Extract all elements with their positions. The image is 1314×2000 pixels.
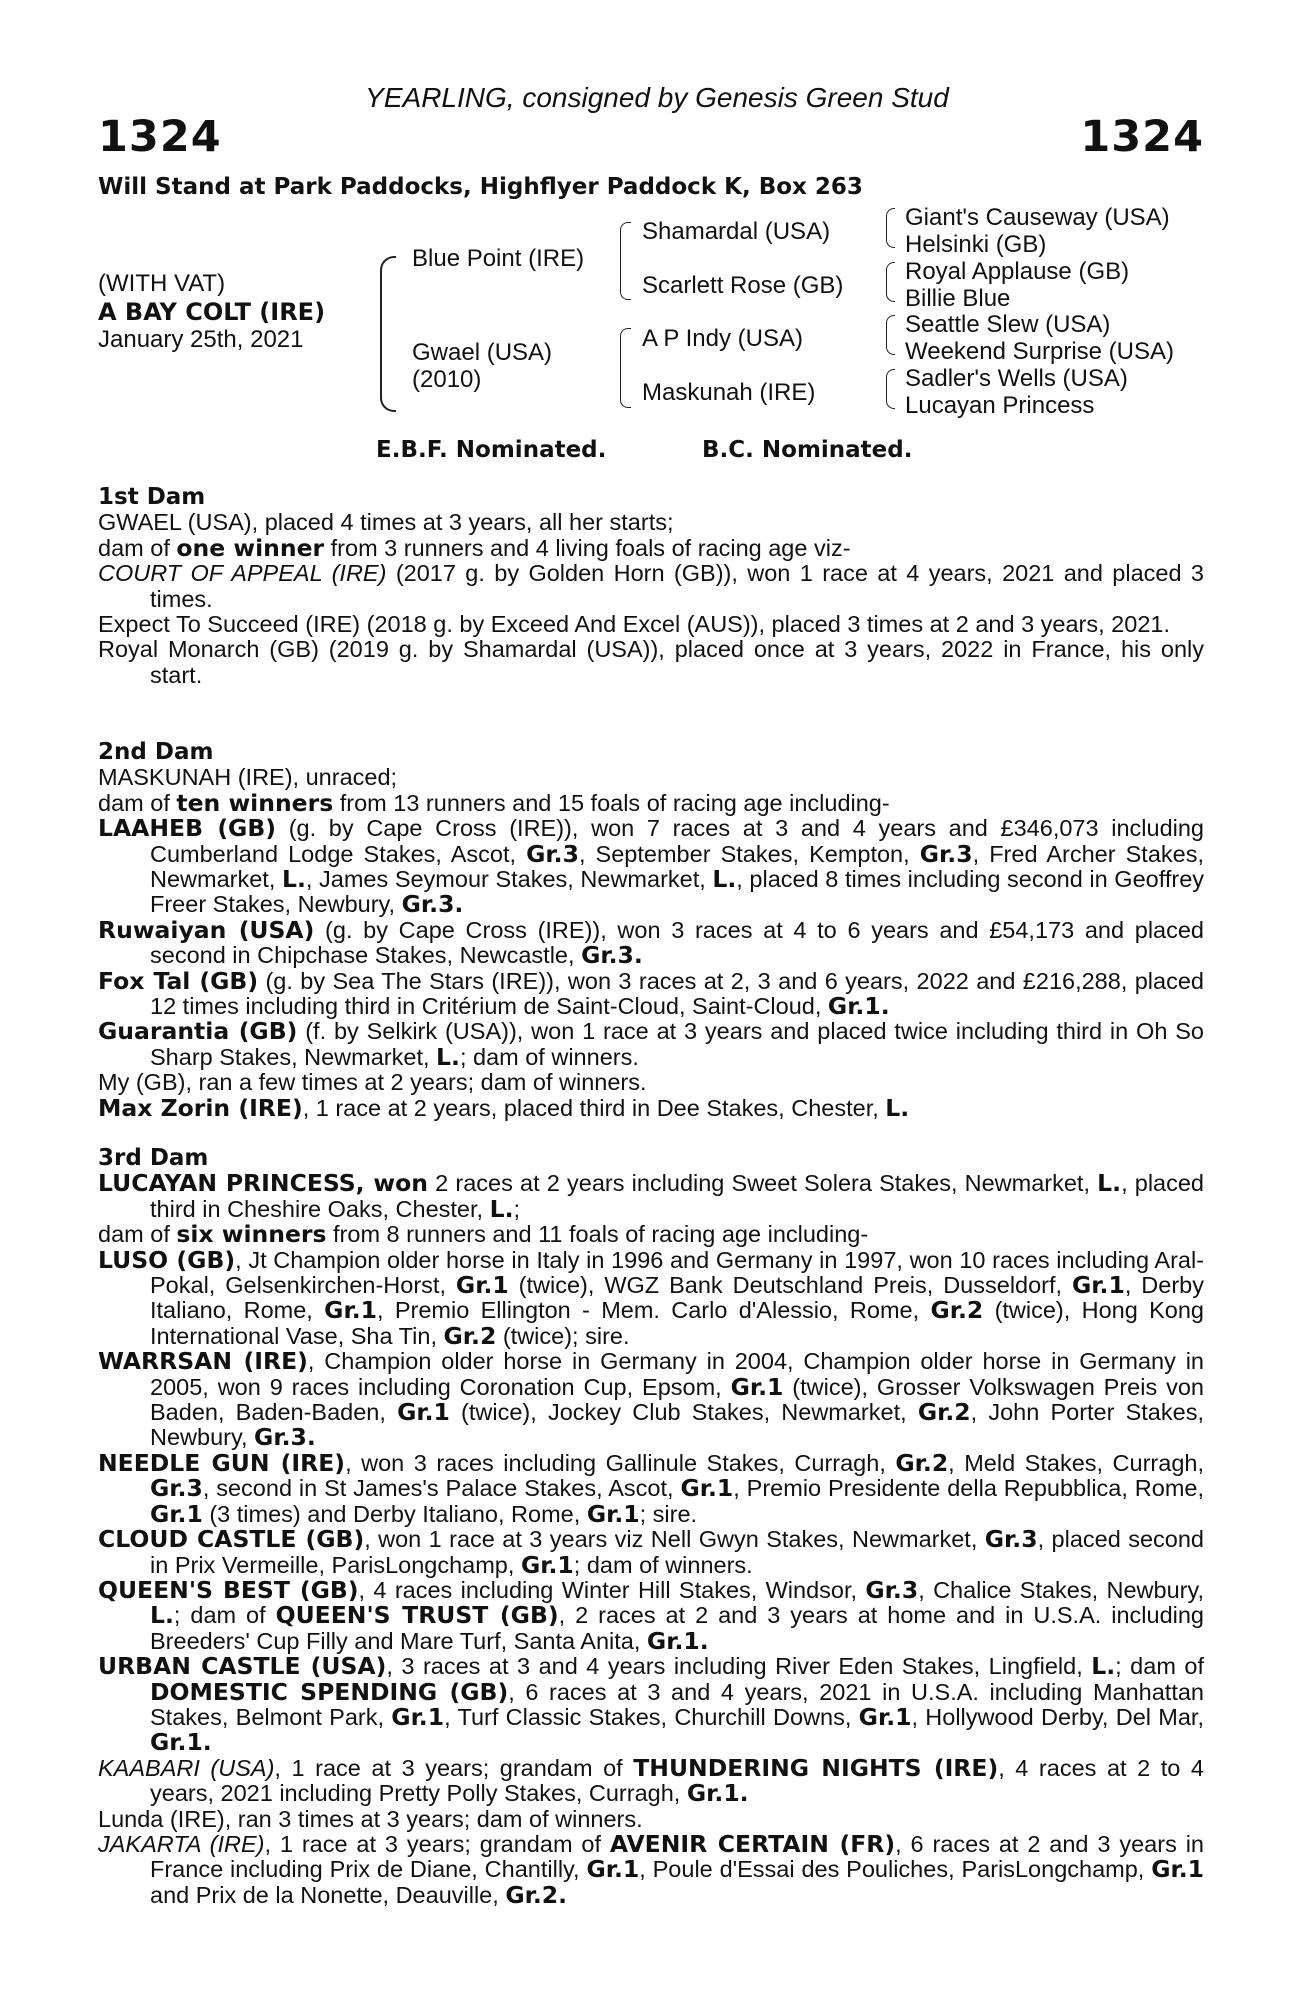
grand-offspring-entry: QUEEN'S BEST (GB), 4 races including Winter Hill Stakes, Windsor, Gr.3, Chalice Stakes, Newbury, L.; dam of QUEEN'S TRUST (GB), 2 races at 2 and 3 years at home and in U.S.A. including Breeders' Cup Filly and Mare Turf, Santa Anita, Gr.1.: [98, 1575, 1205, 1655]
lot-number-right: 1324: [1080, 112, 1204, 162]
offspring-entry: WARRSAN (IRE), Champion older horse in Germany in 2004, Champion older horse in Germany in 2005, won 9 races including Coronation Cup, Epsom, Gr.1 (twice), Grosser Volkswagen Preis von Baden, Baden-Baden, Gr.1 (twice), Jockey Club Stakes, Newmarket, Gr.2, John Porter Stakes, Newbury, Gr.3.: [98, 1347, 1205, 1452]
dam-sire: A P Indy (USA): [642, 325, 803, 352]
g3-ancestor: Lucayan Princess: [905, 392, 1095, 419]
g3-ancestor: Weekend Surprise (USA): [905, 338, 1174, 365]
section-heading: 3rd Dam: [98, 1145, 209, 1171]
consignment-line: YEARLING, consigned by Genesis Green Stud: [365, 82, 949, 113]
offspring-entry: LUSO (GB), Jt Champion older horse in Italy in 1996 and Germany in 1997, won 10 races including Aral-Pokal, Gelsenkirchen-Horst, Gr.1 (twice), WGZ Bank Deutschland Preis, Dusseldorf, Gr.1, Derby Italiano, Rome, Gr.1, Premio Ellington - Mem. Carlo d'Alessio, Rome, Gr.2 (twice), Hong Kong International Vase, Sha Tin, Gr.2 (twice); sire.: [98, 1245, 1205, 1350]
dam-name: Gwael (USA): [412, 339, 553, 366]
grand-offspring-entry: JAKARTA (IRE), 1 race at 3 years; grandam of AVENIR CERTAIN (FR), 6 races at 2 and 3 years in France including Prix de Diane, Chantilly, Gr.1, Poule d'Essai des Pouliches, ParisLongchamp, Gr.1 and Prix de la Nonette, Deauville, Gr.2.: [98, 1829, 1204, 1909]
g3-ancestor: Giant's Causeway (USA): [905, 204, 1170, 231]
offspring-entry: My (GB), ran a few times at 2 years; dam of winners.: [98, 1069, 647, 1096]
offspring-entry: CLOUD CASTLE (GB), won 1 race at 3 years viz Nell Gwyn Stakes, Newmarket, Gr.3, placed second in Prix Vermeille, ParisLongchamp, Gr.1; dam of winners.: [98, 1525, 1204, 1579]
offspring-entry: LAAHEB (GB) (g. by Cape Cross (IRE)), won 7 races at 3 and 4 years and £346,073 including Cumberland Lodge Stakes, Ascot, Gr.3, September Stakes, Kempton, Gr.3, Fred Archer Stakes, Newmarket, L., James Seymour Stakes, Newmarket, L., placed 8 times including second in Geoffrey Freer Stakes, Newbury, Gr.3.: [98, 814, 1205, 919]
horse-name: A BAY COLT (IRE): [98, 298, 326, 326]
ebf-nomination: E.B.F. Nominated.: [376, 437, 607, 463]
g3-brace-3: [886, 315, 895, 355]
first-dam-section: [98, 485, 1204, 688]
sire-dam: Scarlett Rose (GB): [642, 272, 844, 299]
offspring-entry: Guarantia (GB) (f. by Selkirk (USA)), won 1 race at 3 years and placed twice including third in Oh So Sharp Stakes, Newmarket, L.; dam of winners.: [98, 1017, 1204, 1071]
sire-brace: [620, 222, 631, 300]
dam-dam: Maskunah (IRE): [642, 379, 816, 406]
g3-brace-2: [886, 262, 895, 302]
grand-offspring-entry: URBAN CASTLE (USA), 3 races at 3 and 4 years including River Eden Stakes, Lingfield, L.; dam of DOMESTIC SPENDING (GB), 6 races at 3 and 4 years, 2021 in U.S.A. including Manhattan Stakes, Belmont Park, Gr.1, Turf Classic Stakes, Churchill Downs, Gr.1, Hollywood Derby, Del Mar, Gr.1.: [98, 1652, 1204, 1757]
g3-ancestor: Sadler's Wells (USA): [905, 365, 1128, 392]
offspring-entry: Expect To Succeed (IRE) (2018 g. by Exceed And Excel (AUS)), placed 3 times at 2 and 3 years, 2021.: [98, 611, 1170, 638]
second-dam-section: [98, 740, 1204, 1121]
offspring-entry: Lunda (IRE), ran 3 times at 3 years; dam of winners.: [98, 1805, 643, 1832]
offspring-entry: Royal Monarch (GB) (2019 g. by Shamardal (USA)), placed once at 3 years, 2022 in France, his only start.: [98, 636, 1204, 688]
g3-ancestor: Royal Applause (GB): [905, 258, 1130, 285]
g3-ancestor: Billie Blue: [905, 285, 1011, 312]
g3-brace-1: [886, 208, 895, 248]
foaling-date: January 25th, 2021: [98, 326, 304, 353]
dam-line: GWAEL (USA), placed 4 times at 3 years, all her starts;: [98, 509, 674, 536]
dam-year: (2010): [412, 366, 482, 393]
dam-line: MASKUNAH (IRE), unraced;: [98, 764, 398, 791]
dam-produce-line: dam of six winners from 8 runners and 11 foals of racing age including-: [98, 1220, 869, 1249]
dam-brace: [620, 328, 631, 408]
grand-offspring-entry: Max Zorin (IRE), 1 race at 2 years, placed third in Dee Stakes, Chester, L.: [98, 1093, 910, 1122]
offspring-entry: NEEDLE GUN (IRE), won 3 races including Gallinule Stakes, Curragh, Gr.2, Meld Stakes, Curragh, Gr.3, second in St James's Palace Stakes, Ascot, Gr.1, Premio Presidente della Repubblica, Rome, Gr.1 (3 times) and Derby Italiano, Rome, Gr.1; sire.: [98, 1448, 1204, 1528]
dam-line: LUCAYAN PRINCESS, won 2 races at 2 years including Sweet Solera Stakes, Newmarket, L., placed third in Cheshire Oaks, Chester, L.;: [98, 1169, 1204, 1223]
lot-number-left: 1324: [98, 112, 222, 162]
bc-nomination: B.C. Nominated.: [702, 437, 913, 463]
g3-ancestor: Seattle Slew (USA): [905, 311, 1111, 338]
grand-offspring-entry: KAABARI (USA), 1 race at 3 years; grandam of THUNDERING NIGHTS (IRE), 4 races at 2 to 4 years, 2021 including Pretty Polly Stakes, Curragh, Gr.1.: [98, 1753, 1204, 1808]
offspring-entry: COURT OF APPEAL (IRE) (2017 g. by Golden Horn (GB)), won 1 race at 4 years, 2021 and placed 3 times.: [98, 560, 1205, 612]
dam-produce-line: dam of ten winners from 13 runners and 15 foals of racing age including-: [98, 788, 890, 817]
g3-ancestor: Helsinki (GB): [905, 231, 1047, 258]
section-heading: 2nd Dam: [98, 739, 214, 765]
pedigree-brace: [380, 256, 396, 412]
section-heading: 1st Dam: [98, 484, 206, 510]
sire-sire: Shamardal (USA): [642, 218, 831, 245]
stable-location: Will Stand at Park Paddocks, Highflyer Paddock K, Box 263: [98, 174, 863, 200]
offspring-entry: Ruwaiyan (USA) (g. by Cape Cross (IRE)), won 3 races at 4 to 6 years and £54,173 and placed second in Chipchase Stakes, Newcastle, Gr.3.: [98, 915, 1204, 970]
offspring-entry: Fox Tal (GB) (g. by Sea The Stars (IRE)), won 3 races at 2, 3 and 6 years, 2022 and £216,288, placed 12 times including third in Critérium de Saint-Cloud, Saint-Cloud, Gr.1.: [98, 966, 1204, 1021]
g3-brace-4: [886, 369, 895, 409]
third-dam-section: [98, 1146, 1204, 1908]
sire-name: Blue Point (IRE): [412, 245, 585, 272]
dam-produce-line: dam of one winner from 3 runners and 4 living foals of racing age viz-: [98, 533, 851, 562]
vat-note: (WITH VAT): [98, 270, 226, 297]
